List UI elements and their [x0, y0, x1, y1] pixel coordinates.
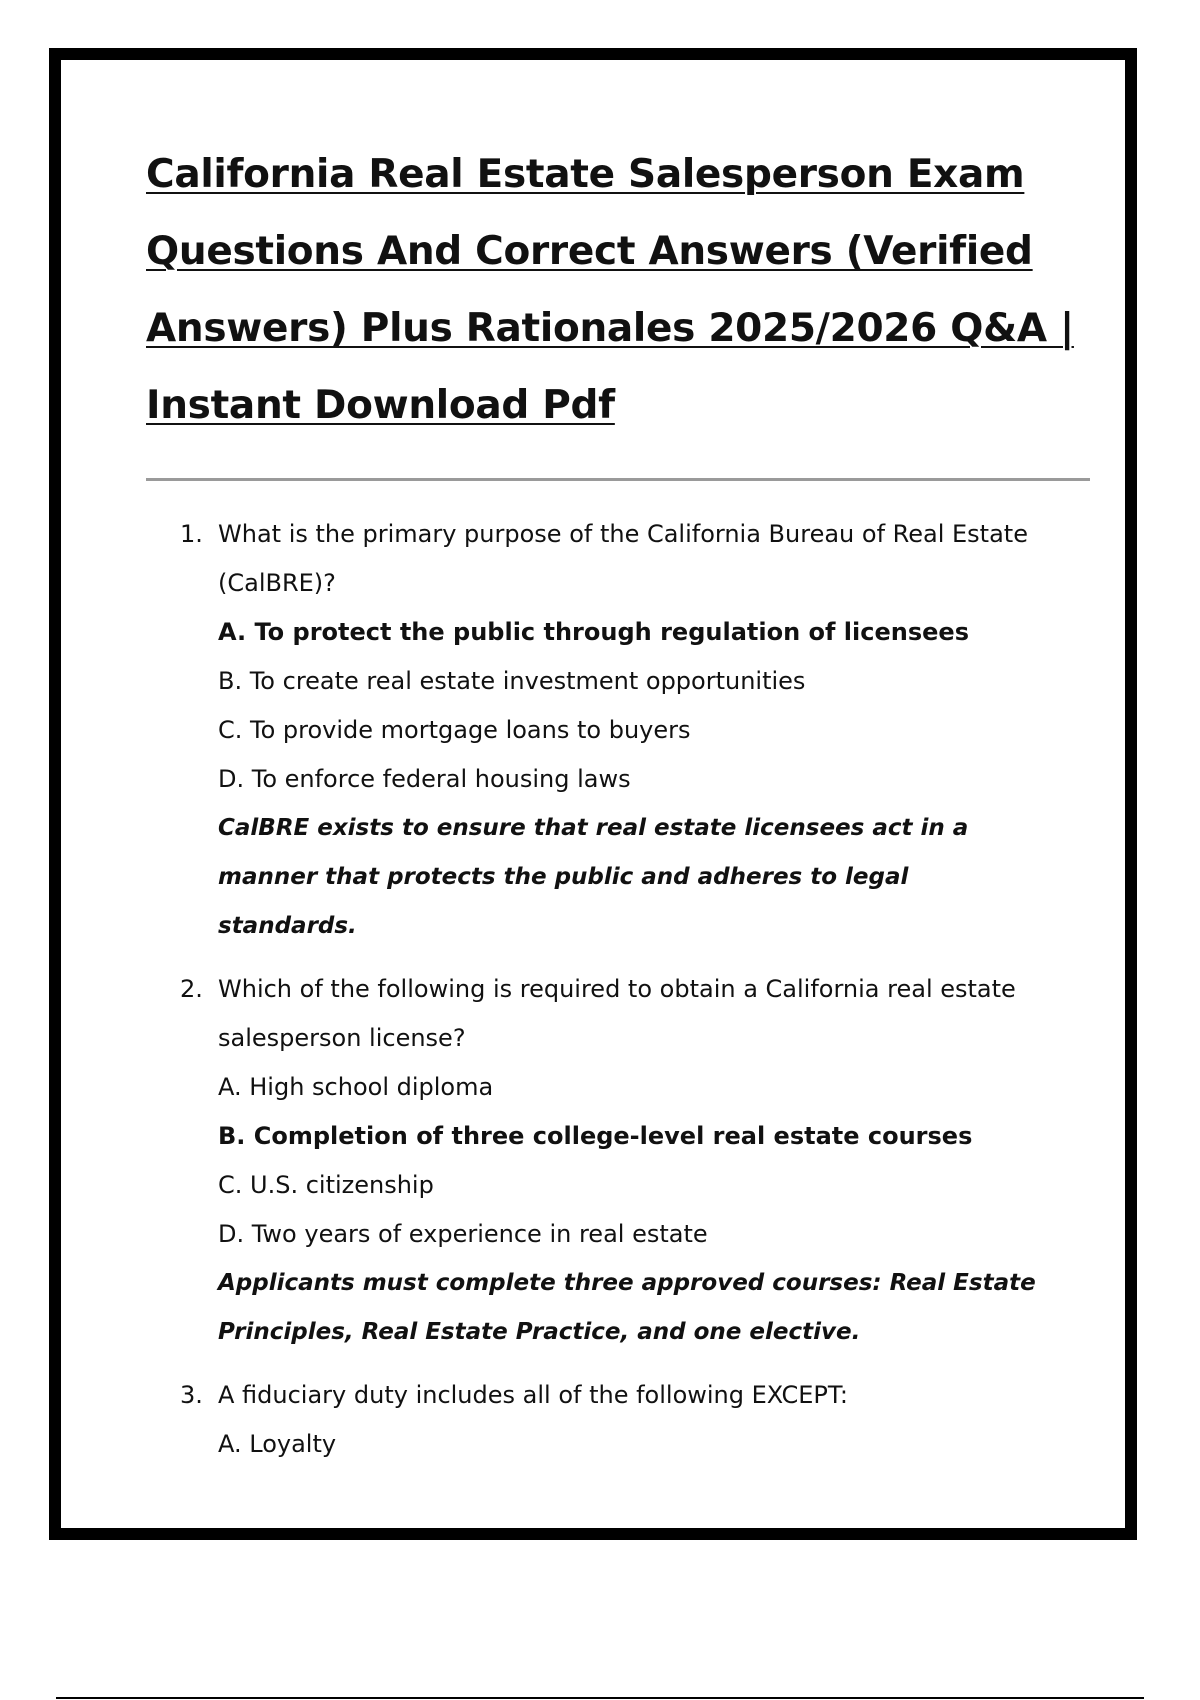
- answer-rationale: CalBRE exists to ensure that real estate licensees act in a manner that protects the public and adheres to legal standards.: [218, 815, 969, 939]
- title-divider: [146, 478, 1090, 481]
- answer-rationale: Applicants must complete three approved courses: Real Estate Principles, Real Estate Practice, and one elective.: [218, 1270, 1036, 1345]
- question-item: [146, 510, 1046, 951]
- answer-option-correct: A. To protect the public through regulation of licensees: [218, 618, 969, 646]
- answer-option: B. To create real estate investment opportunities: [218, 667, 806, 695]
- footer-divider: [56, 1697, 1144, 1699]
- answer-option: C. To provide mortgage loans to buyers: [218, 716, 691, 744]
- document-title: California Real Estate Salesperson Exam Questions And Correct Answers (Verified Answers) Plus Rationales 2025/2026 Q&A | Instant Download Pdf: [146, 152, 1074, 428]
- question-text: What is the primary purpose of the California Bureau of Real Estate (CalBRE)?: [218, 520, 1028, 597]
- question-number: 3.: [180, 1381, 203, 1409]
- answer-option: D. To enforce federal housing laws: [218, 765, 631, 793]
- answer-option: A. High school diploma: [218, 1073, 494, 1101]
- answer-option: D. Two years of experience in real estate: [218, 1220, 708, 1248]
- question-text: Which of the following is required to obtain a California real estate salesperson license?: [218, 975, 1016, 1052]
- question-number: 2.: [180, 975, 203, 1003]
- question-list: [146, 510, 1046, 1483]
- answer-option: A. Loyalty: [218, 1430, 337, 1458]
- answer-option: C. U.S. citizenship: [218, 1171, 434, 1199]
- question-text: A fiduciary duty includes all of the following EXCEPT:: [218, 1381, 848, 1409]
- answer-option-correct: B. Completion of three college-level real estate courses: [218, 1122, 973, 1150]
- question-item: [146, 1371, 1046, 1469]
- question-item: [146, 965, 1046, 1357]
- question-number: 1.: [180, 520, 203, 548]
